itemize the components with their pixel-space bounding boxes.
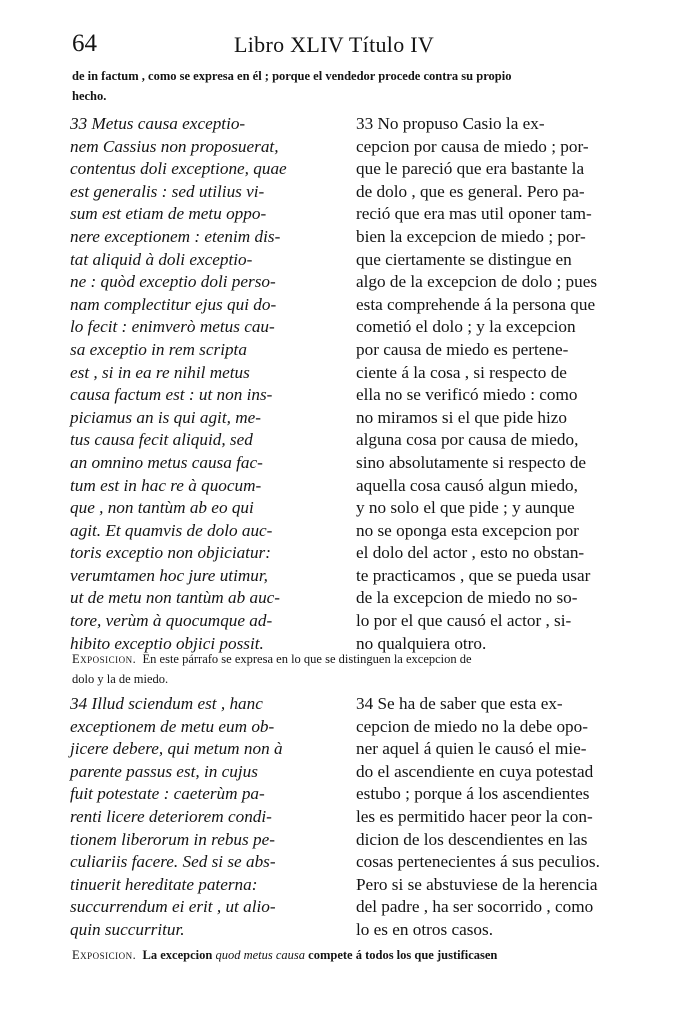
top-note-line-2: hecho. (72, 89, 107, 103)
top-note-line-1: de in factum , como se expresa en él ; porque el vendedor procede contra su propio (72, 69, 512, 83)
latin-33-line: causa factum est : ut non ins- (70, 385, 273, 405)
spanish-33-line: cometió el dolo ; y la excepcion (356, 317, 576, 337)
top-continuation-note (72, 66, 628, 106)
latin-33-line: nere exceptionem : etenim dis- (70, 226, 281, 246)
latin-33-line: tat aliquid à doli exceptio- (70, 249, 253, 269)
latin-33-line: ut de metu non tantùm ab auc- (70, 588, 281, 608)
spanish-33-line: de dolo , que es general. Pero pa- (356, 181, 585, 201)
spanish-text-34 (356, 693, 626, 942)
latin-33-line: tum est in hac re à quocum- (70, 475, 262, 495)
latin-33-line: nam complectitur ejus qui do- (70, 294, 277, 314)
exposicion-final-italic: quod metus causa (215, 948, 306, 962)
latin-34-line: tionem liberorum in rebus pe- (70, 829, 275, 849)
spanish-33-line: no miramos si el que pide hizo (356, 407, 567, 427)
latin-34-line: quin succurritur. (70, 919, 185, 939)
latin-34-line: parente passus est, in cujus (70, 761, 258, 781)
exposicion-33-line-1: En este párrafo se expresa en lo que se distinguen la excepcion de (142, 652, 472, 666)
latin-34-line: tinuerit hereditate paterna: (70, 874, 258, 894)
spanish-33-line: esta comprehende á la persona que (356, 294, 596, 314)
spanish-33-line: que ciertamente se distingue en (356, 249, 572, 269)
latin-33-line: hibito exceptio objici possit. (70, 633, 264, 653)
spanish-33-line: te practicamos , que se pueda usar (356, 565, 591, 585)
latin-34-line: succurrendum ei erit , ut alio- (70, 897, 276, 917)
spanish-33-line: algo de la excepcion de dolo ; pues (356, 272, 598, 292)
latin-34-line: renti licere deteriorem condi- (70, 806, 272, 826)
spanish-text-33 (356, 113, 626, 655)
spanish-34-line: Pero si se abstuviese de la herencia (356, 874, 598, 894)
spanish-33-line: por causa de miedo es pertene- (356, 339, 569, 359)
spanish-34-line: dicion de los descendientes en las (356, 829, 588, 849)
latin-34-line: jicere debere, qui metum non à (70, 739, 283, 759)
latin-33-line: piciamus an is qui agit, me- (70, 407, 261, 427)
spanish-33-line: sino absolutamente si respecto de (356, 452, 587, 472)
spanish-34-line: ner aquel á quien le causó el mie- (356, 739, 587, 759)
latin-33-line: toris exceptio non objiciatur: (70, 543, 271, 563)
latin-text-34 (70, 693, 342, 942)
latin-33-line: tus causa fecit aliquid, sed (70, 430, 253, 450)
page-number: 64 (72, 30, 97, 57)
latin-33-line: agit. Et quamvis de dolo auc- (70, 520, 273, 540)
spanish-33-line: alguna cosa por causa de miedo, (356, 430, 579, 450)
spanish-34-line: les es permitido hacer peor la con- (356, 806, 593, 826)
spanish-33-line: ella no se verificó miedo : como (356, 385, 578, 405)
spanish-34-line: estubo ; porque á los ascendientes (356, 784, 590, 804)
spanish-33-line: y no solo el que pide ; y aunque (356, 498, 575, 518)
spanish-33-line: de la excepcion de miedo no so- (356, 588, 578, 608)
latin-34-line: culiariis facere. Sed si se abs- (70, 852, 276, 872)
spanish-33-line: el dolo del actor , esto no obstan- (356, 543, 585, 563)
latin-33-line: est generalis : sed utilius vi- (70, 181, 265, 201)
spanish-33-line: no qualquiera otro. (356, 633, 487, 653)
spanish-33-line: bien la excepcion de miedo ; por- (356, 226, 586, 246)
exposicion-33 (72, 649, 628, 689)
spanish-33-line: ciente á la cosa , si respecto de (356, 362, 567, 382)
spanish-34-line: lo es en otros casos. (356, 919, 493, 939)
latin-text-33 (70, 113, 342, 655)
exposicion-final-text-after: compete á todos los que justificasen (308, 948, 498, 962)
spanish-33-line: reció que era mas util oponer tam- (356, 204, 592, 224)
spanish-34-line: cepcion de miedo no la debe opo- (356, 716, 588, 736)
spanish-33-line: que le pareció que era bastante la (356, 159, 585, 179)
latin-33-line: an omnino metus causa fac- (70, 452, 263, 472)
latin-33-line: 33 Metus causa exceptio- (70, 114, 246, 133)
spanish-34-line: cosas pertenecientes á sus peculios. (356, 852, 600, 872)
latin-33-line: nem Cassius non proposuerat, (70, 136, 279, 156)
latin-34-line: 34 Illud sciendum est , hanc (70, 694, 263, 713)
exposicion-final (72, 945, 628, 965)
spanish-33-line: no se oponga esta excepcion por (356, 520, 579, 540)
latin-33-line: verumtamen hoc jure utimur, (70, 565, 268, 585)
page-header (72, 30, 624, 62)
latin-33-line: sum est etiam de metu oppo- (70, 204, 267, 224)
spanish-33-line: 33 No propuso Casio la ex- (356, 114, 545, 133)
latin-33-line: que , non tantùm ab eo qui (70, 498, 254, 518)
exposicion-final-label: Exposicion. (72, 948, 137, 962)
spanish-34-line: do el ascendiente en cuya potestad (356, 761, 594, 781)
latin-34-line: fuit potestate : caeterùm pa- (70, 784, 265, 804)
latin-34-line: exceptionem de metu eum ob- (70, 716, 275, 736)
spanish-33-line: lo por el que causó el actor , si- (356, 611, 572, 631)
latin-33-line: tore, verùm à quocumque ad- (70, 611, 273, 631)
latin-33-line: ne : quòd exceptio doli perso- (70, 272, 276, 292)
exposicion-final-text-before: La excepcion (142, 948, 213, 962)
exposicion-33-line-2: dolo y la de miedo. (72, 672, 169, 686)
latin-33-line: est , si in ea re nihil metus (70, 362, 250, 382)
spanish-34-line: del padre , ha ser socorrido , como (356, 897, 594, 917)
running-title: Libro XLIV Título IV (234, 32, 435, 57)
latin-33-line: sa exceptio in rem scripta (70, 339, 247, 359)
spanish-34-line: 34 Se ha de saber que esta ex- (356, 694, 563, 713)
exposicion-label: Exposicion. (72, 652, 137, 666)
spanish-33-line: cepcion por causa de miedo ; por- (356, 136, 589, 156)
latin-33-line: contentus doli exceptione, quae (70, 159, 287, 179)
spanish-33-line: aquella cosa causó algun miedo, (356, 475, 578, 495)
latin-33-line: lo fecit : enimverò metus cau- (70, 317, 275, 337)
